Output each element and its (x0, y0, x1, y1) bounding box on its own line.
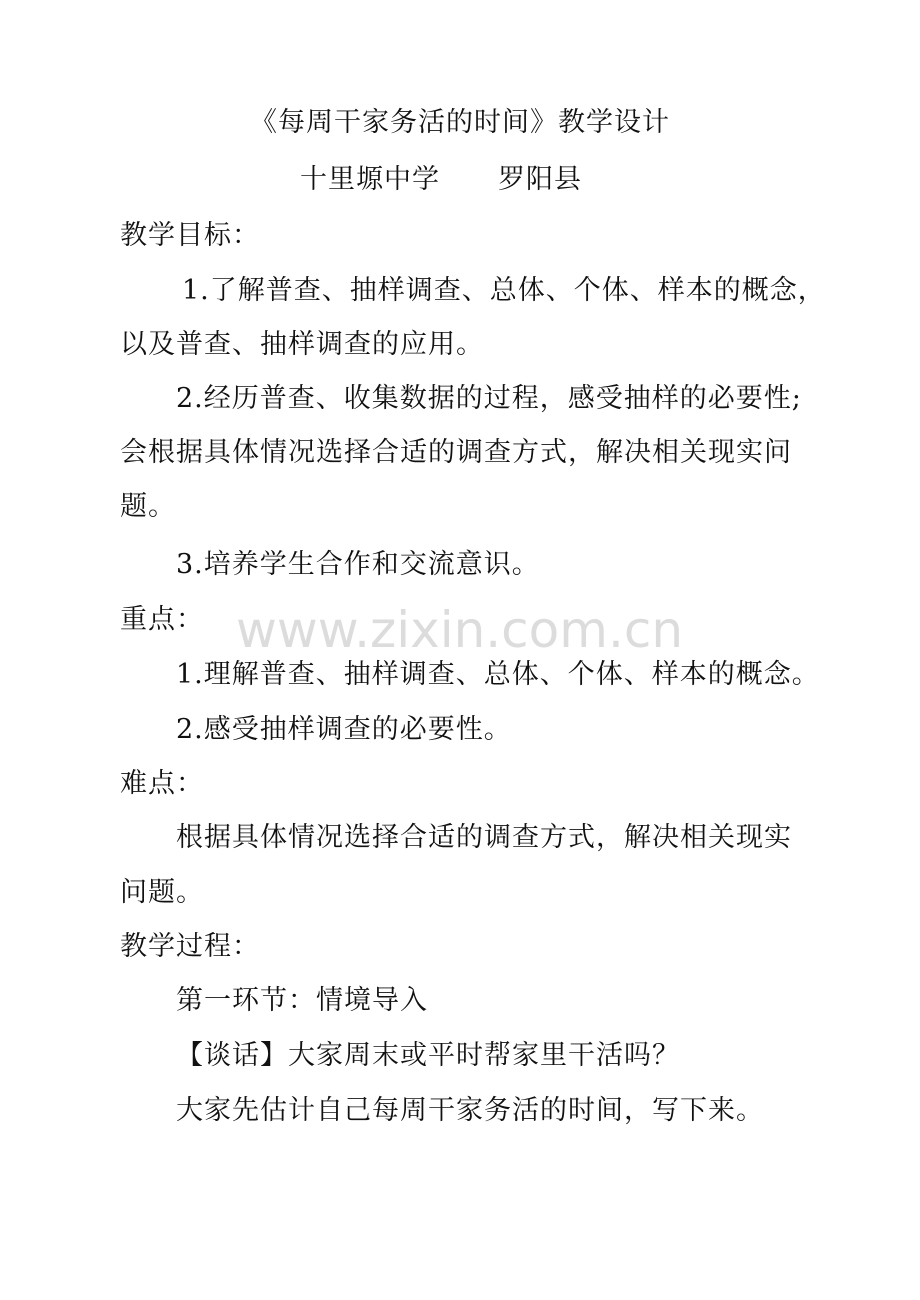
talk-line: 【谈话】大家周末或平时帮家里干活吗？ (176, 1040, 680, 1071)
objective-1-line-2: 以及普查、抽样调查的应用。 (120, 329, 484, 360)
school-name: 十里塬中学 (300, 164, 440, 195)
key-points-heading: 重点： (120, 604, 204, 635)
difficulty-line-1: 根据具体情况选择合适的调查方式，解决相关现实 (176, 822, 792, 853)
key-point-2: 2.感受抽样调查的必要性。 (176, 714, 512, 745)
watermark: www.zixin.com.cn (236, 601, 684, 659)
stage-1-heading: 第一环节：情境导入 (176, 985, 428, 1016)
county-name: 罗阳县 (498, 164, 582, 195)
author-line (300, 163, 582, 197)
objectives-heading: 教学目标： (120, 220, 260, 251)
objective-1-line-1: 1.了解普查、抽样调查、总体、个体、样本的概念， (182, 275, 826, 306)
objective-2-line-1: 2.经历普查、收集数据的过程，感受抽样的必要性; (176, 383, 802, 414)
difficulties-heading: 难点： (120, 768, 204, 799)
objective-2-line-3: 题。 (120, 491, 176, 522)
difficulty-line-2: 问题。 (120, 877, 204, 908)
process-heading: 教学过程： (120, 931, 260, 962)
document-title: 《每周干家务活的时间》教学设计 (250, 107, 670, 138)
objective-2-line-2: 会根据具体情况选择合适的调查方式，解决相关现实问 (120, 437, 792, 468)
objective-3: 3.培养学生合作和交流意识。 (176, 549, 540, 580)
estimate-line: 大家先估计自己每周干家务活的时间，写下来。 (176, 1095, 764, 1126)
key-point-1: 1.理解普查、抽样调查、总体、个体、样本的概念。 (176, 659, 820, 690)
